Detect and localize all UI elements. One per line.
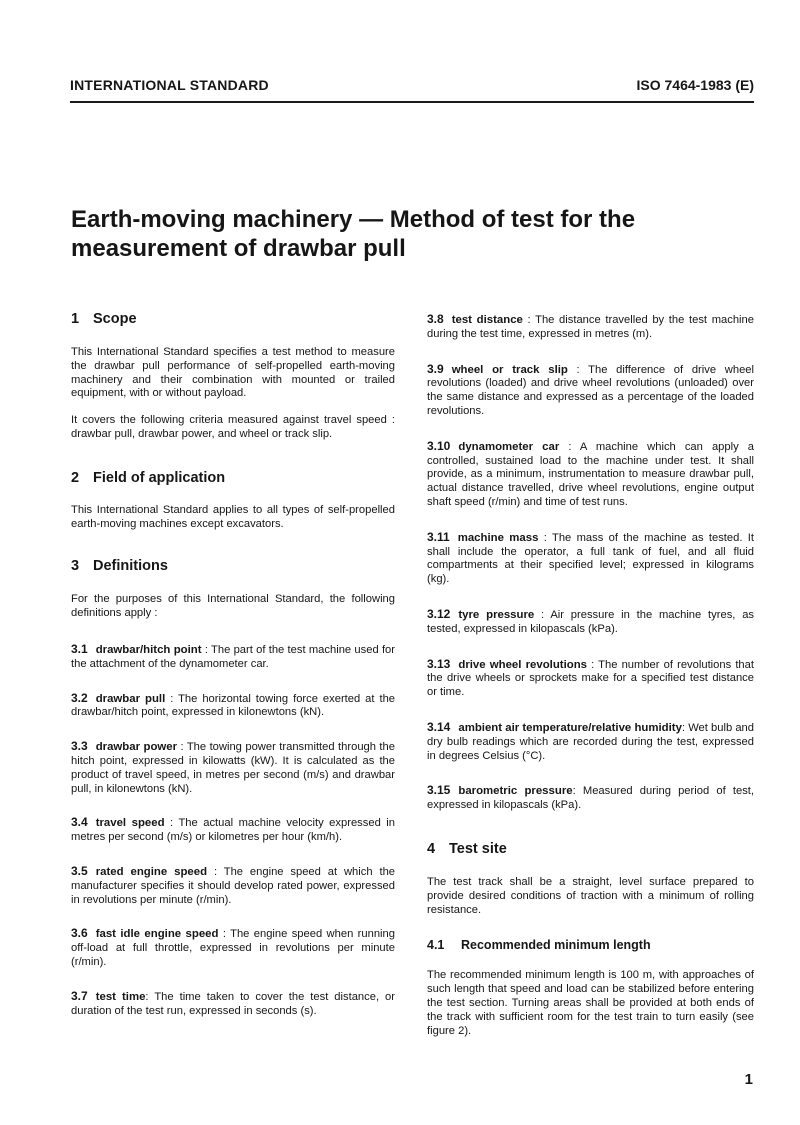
definition-text: The engine speed when running off-load at full throttle, expressed in revolutions per minute (r/min).	[71, 928, 395, 968]
definition-text: Air pressure in the machine tyres, as tested, expressed in kilopascals (kPa).	[427, 608, 755, 635]
definition-item	[71, 990, 395, 1019]
definition-text: The distance travelled by the test machine during the test time, expressed in metres (m).	[427, 314, 754, 340]
definition-item	[427, 721, 754, 763]
definition-text: Wet bulb and dry bulb readings which are recorded during the test, expressed in degrees Celsius (°C).	[427, 721, 755, 762]
definition-separator: :	[587, 658, 599, 671]
section-number: 3	[71, 558, 80, 575]
definition-term: tyre pressure	[458, 608, 535, 621]
definition-item	[427, 363, 754, 419]
definition-separator: :	[522, 314, 536, 326]
definition-number: 3.15	[427, 783, 451, 798]
definition-number: 3.1	[71, 641, 88, 656]
definition-term: drawbar pull	[95, 692, 166, 705]
definition-term: rated engine speed	[95, 865, 208, 878]
definition-item	[427, 440, 754, 510]
definition-item	[71, 740, 395, 796]
definition-term: drawbar power	[95, 741, 178, 754]
definition-text: The difference of drive wheel revolutions (loaded) and drive wheel revolutions (unloaded) over the same distance and expressed as a percentage of the loaded revolutions.	[427, 363, 754, 417]
definition-separator: :	[177, 741, 187, 754]
section-number: 2	[71, 469, 80, 486]
definition-text: Measured during period of test, expressed in kilopascals (kPa).	[427, 785, 755, 812]
definition-item	[71, 643, 395, 672]
section-number: 1	[71, 311, 80, 327]
definition-item	[71, 927, 395, 969]
definition-item	[427, 313, 754, 342]
definition-item	[71, 865, 395, 907]
definition-number: 3.6	[71, 926, 88, 941]
definition-number: 3.4	[71, 815, 88, 830]
definition-number: 3.10	[427, 438, 451, 453]
definition-text: The time taken to cover the test distance, or duration of the test run, expressed in seconds (s).	[71, 990, 396, 1017]
definition-item	[427, 531, 754, 587]
definition-text: The number of revolutions that the drive wheels or sprockets make for a specified test distance or time.	[427, 658, 754, 699]
definition-term: fast idle engine speed	[95, 928, 219, 941]
definition-term: test time	[95, 990, 146, 1003]
definitions-intro: For the purposes of this International Standard, the following definitions apply :	[71, 593, 395, 620]
definition-separator: :	[145, 990, 155, 1003]
left-column	[71, 310, 395, 1018]
definition-item	[427, 608, 754, 637]
header-document-number: ISO 7464-1983 (E)	[636, 77, 754, 93]
definition-item	[71, 816, 395, 845]
definition-text: The mass of the machine as tested. It shall include the operator, a full tank of fuel, and all fluid compartments at their specified level; expressed in kilograms (kg).	[427, 531, 754, 586]
definition-term: test distance	[451, 314, 523, 326]
definition-separator: :	[538, 531, 552, 544]
min-length-paragraph-1: The recommended minimum length is 100 m, with approaches of such length that speed and load can be stabilized before entering the test section. Turning areas shall be provided at both ends of the track with sufficient room for the test train to turn easily (see figure 2).	[427, 969, 754, 1037]
definition-number: 3.9	[427, 361, 444, 376]
definition-number: 3.12	[427, 606, 451, 621]
subsection-heading-min-length	[427, 937, 754, 953]
scope-paragraph-2: It covers the following criteria measured against travel speed : drawbar pull, drawbar power, and wheel or track slip.	[71, 414, 395, 440]
page-header	[70, 77, 754, 93]
definition-separator: :	[559, 440, 580, 453]
scope-paragraph-1: This International Standard specifies a test method to measure the drawbar pull performance of self-propelled earth-moving machinery and their combination with mounted or trailed equipment, with or without payload.	[71, 346, 395, 400]
definition-term: travel speed	[95, 817, 165, 830]
definition-term: machine mass	[457, 531, 539, 544]
definition-separator: :	[567, 363, 589, 376]
right-column	[427, 313, 754, 1038]
definition-separator: :	[681, 721, 689, 734]
field-paragraph-1: This International Standard applies to all types of self-propelled earth-moving machines except excavators.	[71, 503, 395, 530]
definition-separator: :	[572, 785, 583, 798]
definition-term: wheel or track slip	[451, 363, 568, 376]
section-heading-field	[71, 469, 395, 487]
definition-text: The towing power transmitted through the hitch point, expressed in kilowatts (kW). It is calculated as the product of travel speed, in metres per second (m/s) and drawbar pull, in kilonewtons (kN).	[71, 741, 395, 795]
definition-text: The engine speed at which the manufacturer specifies it should develop rated power, expressed in revolutions per minute (r/min).	[71, 865, 396, 906]
definition-separator: :	[207, 865, 224, 878]
definition-number: 3.13	[427, 656, 451, 671]
document-title: Earth-moving machinery — Method of test for the measurement of drawbar pull	[71, 206, 636, 262]
definition-number: 3.7	[71, 988, 88, 1003]
definition-number: 3.2	[71, 690, 88, 705]
definition-separator: :	[534, 608, 551, 621]
definition-number: 3.5	[71, 863, 88, 878]
definition-item	[71, 692, 395, 721]
definition-text: A machine which can apply a controlled, sustained load to the machine under test. It shall provide, as a minimum, instrumentation to measure drawbar pull, actual distance travelled, drive wheel revolutions, engine output shaft speed (r/min) and time of test runs.	[427, 440, 754, 508]
header-standard-label: INTERNATIONAL STANDARD	[70, 77, 269, 93]
definition-number: 3.14	[427, 719, 451, 734]
section-title: Scope	[93, 311, 137, 327]
definition-item	[427, 658, 754, 700]
header-rule	[70, 101, 754, 103]
section-number: 4	[427, 840, 436, 857]
definition-number: 3.3	[71, 739, 88, 754]
test-site-paragraph-1: The test track shall be a straight, level surface prepared to provide desired conditions of traction with a minimum of rolling resistance.	[427, 875, 754, 916]
page-number: 1	[744, 1071, 753, 1088]
definition-term: barometric pressure	[458, 785, 573, 798]
section-heading-test-site	[427, 840, 754, 858]
definition-text: The actual machine velocity expressed in metres per second (m/s) or kilometres per hour (km/h).	[71, 817, 395, 844]
definition-number: 3.11	[427, 529, 450, 544]
definition-separator: :	[218, 928, 231, 941]
definition-separator: :	[164, 817, 179, 830]
section-title: Definitions	[93, 558, 168, 575]
definition-term: drive wheel revolutions	[458, 658, 587, 671]
definition-text: The part of the test machine used for the attachment of the dynamometer car.	[71, 643, 396, 670]
subsection-title: Recommended minimum length	[461, 938, 651, 953]
section-title: Test site	[449, 840, 507, 857]
definition-text: The horizontal towing force exerted at the drawbar/hitch point, expressed in kilonewtons (kN).	[71, 692, 396, 719]
section-title: Field of application	[93, 469, 226, 486]
subsection-number: 4.1	[427, 938, 445, 953]
definition-separator: :	[165, 692, 179, 705]
section-heading-definitions	[71, 557, 395, 575]
section-heading-scope	[71, 310, 395, 328]
definition-number: 3.8	[427, 312, 444, 326]
definition-separator: :	[201, 643, 212, 656]
definition-term: ambient air temperature/relative humidity	[458, 721, 682, 734]
definition-term: dynamometer car	[458, 440, 560, 453]
definition-item	[427, 784, 754, 813]
definition-term: drawbar/hitch point	[95, 643, 202, 656]
